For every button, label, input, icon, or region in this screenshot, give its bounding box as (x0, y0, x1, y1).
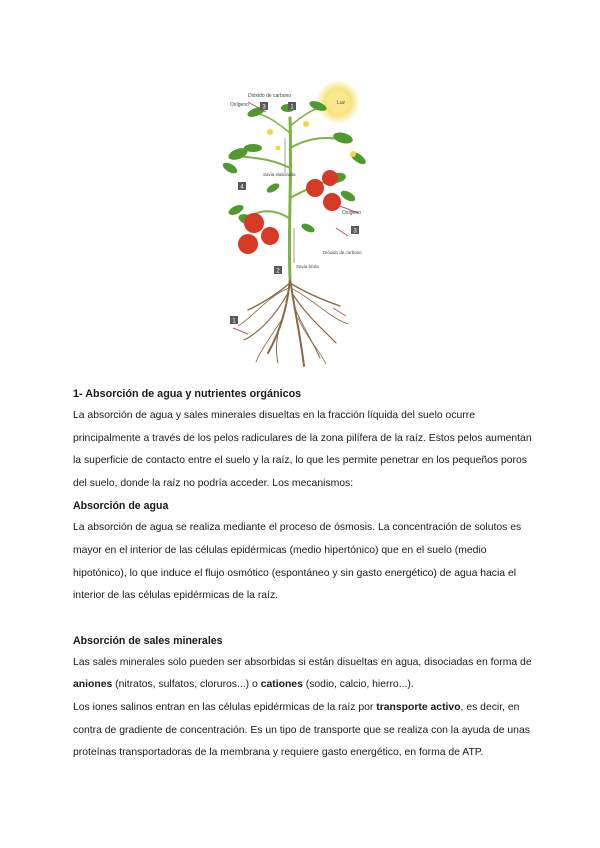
plant-diagram (208, 78, 400, 370)
label-oxygen-right: Oxígeno (342, 210, 361, 216)
badge-6: 1 (232, 318, 236, 325)
salts-heading: Absorción de sales minerales (73, 634, 223, 647)
water-paragraph: La absorción de agua se realiza mediante el proceso de ósmosis. La concentración de solutos es mayor en el interior de las células epidérmicas (medio hipertónico) que en el suelo (medio hipotónico), lo que induce el flujo osmótico (espontáneo y sin gasto energético) de agua hacia el interior de las células epidérmicas de la raíz. (73, 522, 522, 602)
salts-text: Las sales minerales solo pueden ser absorbidas si están disueltas en agua, disociadas en forma de (73, 656, 532, 668)
badge-5: 2 (276, 268, 280, 275)
term-active-transport: transporte activo (376, 701, 461, 713)
badge-3: 4 (240, 184, 244, 191)
label-sun: Luz (337, 100, 346, 106)
salts-text: Los iones salinos entran en las células epidérmicas de la raíz por (73, 701, 377, 713)
section-title: 1- Absorción de agua y nutrientes orgánicos (73, 388, 302, 400)
salts-paragraph-1 (73, 652, 533, 697)
label-oxygen-left: Oxígeno (230, 102, 249, 108)
label-sap-raw: Savia bruta (296, 264, 319, 269)
label-co2-top: Dióxido de carbono (248, 93, 292, 99)
badge-2: 1 (290, 104, 294, 111)
salts-text: (nitratos, sulfatos, cloruros...) o (112, 679, 261, 691)
water-heading: Absorción de agua (73, 500, 169, 513)
label-sap-elaborated: Savia elaborada (263, 172, 296, 177)
badge-4: 3 (353, 228, 357, 235)
intro-paragraph: La absorción de agua y sales minerales disueltas en la fracción líquida del suelo ocurre principalmente a través de los pelos radiculares de la zona pilífera de la raíz. Estos pelos aumentan la superficie de contacto entre el suelo y la raíz, lo que les permite penetrar en los pequeños poros del suelo, donde la raíz no podría acceder. Los mecanismos: (73, 410, 532, 489)
salts-paragraph-2 (73, 697, 533, 765)
salts-text: , es decir, en contra de gradiente de concentración. Es un tipo de transporte que se realiza con la ayuda de unas proteínas transportadoras de la membrana y requiere gasto energético, en forma de ATP. (73, 701, 530, 759)
roots (238, 278, 348, 366)
badge-1: 3 (262, 104, 266, 111)
label-co2-right: Dióxido de carbono (323, 250, 362, 255)
term-cations: cationes (260, 679, 303, 691)
salts-text: (sodio, calcio, hierro...). (302, 679, 414, 691)
term-anions: aniones (73, 679, 113, 691)
document-body (73, 383, 533, 765)
